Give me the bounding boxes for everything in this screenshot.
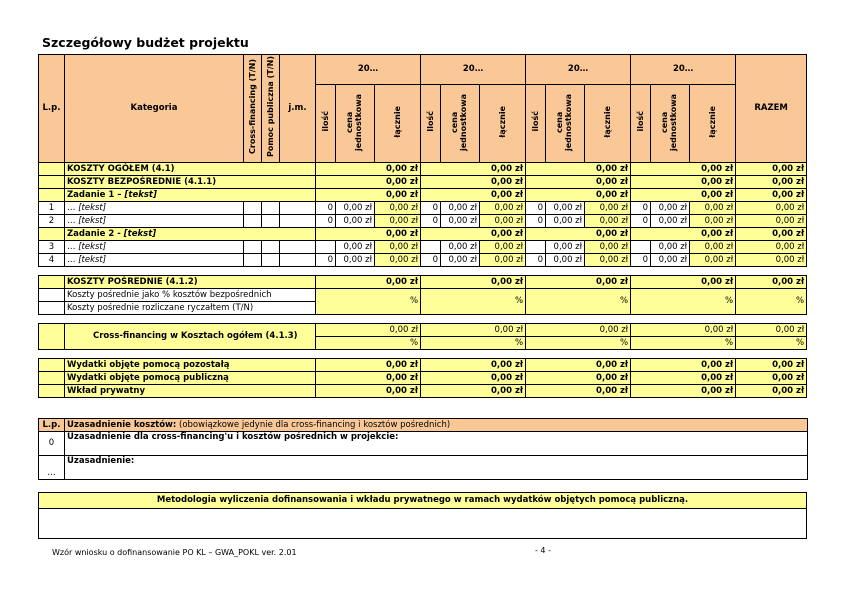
- year-total: 0,00 zł: [421, 189, 526, 202]
- cross-razem: 0,00 zł: [736, 324, 807, 337]
- ilosc-cell[interactable]: [631, 241, 651, 254]
- year-total: 0,00 zł: [526, 385, 631, 398]
- year-total: 0,00 zł: [526, 176, 631, 189]
- year-total: 0,00 zł: [631, 228, 736, 241]
- pomoc-flag-cell[interactable]: [262, 254, 280, 267]
- razem-total: 0,00 zł: [736, 189, 807, 202]
- item-number: 1: [39, 202, 65, 215]
- lacznie-cell: 0,00 zł: [690, 254, 736, 267]
- metodologia-header: Metodologia wyliczenia dofinansowania i wkładu prywatnego w ramach wydatków objętych pomocą publiczną.: [39, 493, 807, 509]
- cena-cell[interactable]: 0,00 zł: [651, 241, 690, 254]
- header-jm: j.m.: [280, 55, 316, 163]
- item-number: 3: [39, 241, 65, 254]
- ilosc-cell[interactable]: 0: [631, 202, 651, 215]
- lacznie-cell: 0,00 zł: [375, 254, 421, 267]
- item-label[interactable]: … [tekst]: [65, 202, 244, 215]
- row-wydatki-pozostala: Wydatki objęte pomocą pozostałą: [65, 359, 316, 372]
- year-total: 0,00 zł: [316, 176, 421, 189]
- procent-cell[interactable]: %: [526, 289, 631, 315]
- razem-total: 0,00 zł: [736, 359, 807, 372]
- uzas-row1-num: …: [39, 456, 65, 480]
- cross-pct-razem: %: [736, 337, 807, 350]
- header-year-2: 20…: [421, 55, 526, 85]
- ilosc-cell[interactable]: [526, 241, 546, 254]
- header-cross-financing: Cross-financing (T/N): [248, 59, 257, 154]
- ilosc-cell[interactable]: [316, 241, 336, 254]
- jm-cell[interactable]: [280, 241, 316, 254]
- header-ilosc: ilość: [321, 111, 330, 132]
- footer-form-version: Wzór wniosku o dofinansowanie PO KL – GWA_POKL ver. 2.01: [52, 548, 297, 557]
- row-koszty-bezposrednie: KOSZTY BEZPOŚREDNIE (4.1.1): [65, 176, 316, 189]
- year-total: 0,00 zł: [421, 385, 526, 398]
- year-total: 0,00 zł: [526, 359, 631, 372]
- ilosc-cell[interactable]: 0: [421, 215, 441, 228]
- cena-cell[interactable]: 0,00 zł: [651, 202, 690, 215]
- lacznie-cell: 0,00 zł: [585, 241, 631, 254]
- year-total: 0,00 zł: [631, 163, 736, 176]
- lacznie-cell: 0,00 zł: [480, 215, 526, 228]
- header-pomoc-publiczna: Pomoc publiczna (T/N): [266, 56, 275, 158]
- row-posrednie-ryczalt: Koszty pośrednie rozliczane ryczałtem (T/N): [65, 302, 316, 315]
- header-kategoria: Kategoria: [65, 55, 244, 163]
- row-posrednie-procent: Koszty pośrednie jako % kosztów bezpośrednich: [65, 289, 316, 302]
- year-total: 0,00 zł: [631, 189, 736, 202]
- year-total: 0,00 zł: [316, 228, 421, 241]
- year-total: 0,00 zł: [526, 189, 631, 202]
- year-total: 0,00 zł: [421, 163, 526, 176]
- uzas-row0-num: 0: [39, 432, 65, 456]
- ilosc-cell[interactable]: 0: [526, 254, 546, 267]
- cross-pct: %: [421, 337, 526, 350]
- year-total: 0,00 zł: [526, 163, 631, 176]
- cross-value: 0,00 zł: [421, 324, 526, 337]
- uzasadnienie-table: [38, 418, 808, 480]
- year-total: 0,00 zł: [316, 163, 421, 176]
- cross-flag-cell[interactable]: [244, 254, 262, 267]
- lacznie-cell: 0,00 zł: [480, 202, 526, 215]
- cena-cell[interactable]: 0,00 zł: [546, 202, 585, 215]
- cena-cell[interactable]: 0,00 zł: [546, 215, 585, 228]
- year-total: 0,00 zł: [631, 372, 736, 385]
- ilosc-cell[interactable]: 0: [421, 254, 441, 267]
- year-total: 0,00 zł: [421, 359, 526, 372]
- year-total: 0,00 zł: [631, 359, 736, 372]
- year-total: 0,00 zł: [421, 372, 526, 385]
- razem-total: 0,00 zł: [736, 372, 807, 385]
- header-cena: cena jednostkowa: [345, 93, 363, 151]
- cena-cell[interactable]: 0,00 zł: [651, 254, 690, 267]
- cena-cell[interactable]: 0,00 zł: [651, 215, 690, 228]
- cross-value: 0,00 zł: [316, 324, 421, 337]
- lacznie-cell: 0,00 zł: [375, 241, 421, 254]
- year-total: 0,00 zł: [421, 228, 526, 241]
- footer-page-number: - 4 -: [535, 546, 551, 555]
- jm-cell[interactable]: [280, 254, 316, 267]
- header-cena: cena jednostkowa: [450, 93, 469, 151]
- year-total: 0,00 zł: [421, 176, 526, 189]
- lacznie-cell: 0,00 zł: [480, 254, 526, 267]
- lacznie-cell: 0,00 zł: [480, 241, 526, 254]
- cena-cell[interactable]: 0,00 zł: [336, 241, 375, 254]
- item-label[interactable]: … [tekst]: [65, 215, 244, 228]
- year-total: 0,00 zł: [316, 276, 421, 289]
- procent-cell[interactable]: %: [421, 289, 526, 315]
- razem-total: 0,00 zł: [736, 276, 807, 289]
- header-lacznie: łącznie: [708, 105, 718, 138]
- item-label[interactable]: … [tekst]: [65, 254, 244, 267]
- razem-cell: 0,00 zł: [736, 241, 807, 254]
- ilosc-cell[interactable]: 0: [316, 254, 336, 267]
- procent-razem: %: [736, 289, 807, 315]
- cross-pct: %: [526, 337, 631, 350]
- razem-total: 0,00 zł: [736, 176, 807, 189]
- lacznie-cell: 0,00 zł: [585, 254, 631, 267]
- header-year-4: 20…: [631, 55, 736, 85]
- row-wklad-prywatny: Wkład prywatny: [65, 385, 316, 398]
- ilosc-cell[interactable]: 0: [316, 215, 336, 228]
- item-label[interactable]: … [tekst]: [65, 241, 244, 254]
- ilosc-cell[interactable]: 0: [526, 202, 546, 215]
- header-cena: cena jednostkowa: [555, 93, 574, 151]
- procent-cell[interactable]: %: [631, 289, 736, 315]
- header-cena: cena jednostkowa: [660, 93, 679, 151]
- uzas-note: (obowiązkowe jedynie dla cross-financing i kosztów pośrednich): [176, 419, 451, 430]
- uzas-row0-text[interactable]: Uzasadnienie dla cross-financing'u i kosztów pośrednich w projekcie:: [65, 432, 808, 456]
- row-cross-financing: Cross-financing w Kosztach ogółem (4.1.3): [65, 324, 316, 350]
- cena-cell[interactable]: 0,00 zł: [336, 254, 375, 267]
- lacznie-cell: 0,00 zł: [375, 215, 421, 228]
- cena-cell[interactable]: 0,00 zł: [336, 215, 375, 228]
- cross-pct: %: [316, 337, 421, 350]
- budget-table: [38, 54, 807, 398]
- razem-cell: 0,00 zł: [736, 254, 807, 267]
- cena-cell[interactable]: 0,00 zł: [546, 241, 585, 254]
- cross-flag-cell[interactable]: [244, 202, 262, 215]
- pomoc-flag-cell[interactable]: [262, 241, 280, 254]
- row-wydatki-publiczna: Wydatki objęte pomocą publiczną: [65, 372, 316, 385]
- lacznie-cell: 0,00 zł: [585, 215, 631, 228]
- header-ilosc: ilość: [636, 111, 646, 132]
- ilosc-cell[interactable]: 0: [421, 202, 441, 215]
- header-year-3: 20…: [526, 55, 631, 85]
- header-lp: L.p.: [39, 55, 65, 163]
- ilosc-cell[interactable]: 0: [631, 215, 651, 228]
- ilosc-cell[interactable]: 0: [526, 215, 546, 228]
- razem-cell: 0,00 zł: [736, 215, 807, 228]
- year-total: 0,00 zł: [631, 176, 736, 189]
- lacznie-cell: 0,00 zł: [690, 215, 736, 228]
- year-total: 0,00 zł: [316, 189, 421, 202]
- cross-value: 0,00 zł: [631, 324, 736, 337]
- row-koszty-posrednie: KOSZTY POŚREDNIE (4.1.2): [65, 276, 316, 289]
- year-total: 0,00 zł: [631, 385, 736, 398]
- year-total: 0,00 zł: [526, 228, 631, 241]
- cena-cell[interactable]: 0,00 zł: [441, 215, 480, 228]
- cena-cell[interactable]: 0,00 zł: [441, 254, 480, 267]
- header-ilosc: ilość: [531, 111, 541, 132]
- row-zadanie-1: Zadanie 1 – [tekst]: [65, 189, 316, 202]
- uzas-label: Uzasadnienie kosztów:: [67, 419, 177, 430]
- year-total: 0,00 zł: [316, 385, 421, 398]
- page-title: Szczegółowy budżet projektu: [42, 35, 249, 50]
- lacznie-cell: 0,00 zł: [585, 202, 631, 215]
- header-year-1: 20…: [316, 55, 421, 85]
- lacznie-cell: 0,00 zł: [690, 241, 736, 254]
- ilosc-cell[interactable]: [421, 241, 441, 254]
- item-number: 2: [39, 215, 65, 228]
- uzas-lp-header: L.p.: [39, 419, 65, 432]
- uzas-row1-text[interactable]: Uzasadnienie:: [65, 456, 808, 480]
- item-number: 4: [39, 254, 65, 267]
- row-koszty-ogolem: KOSZTY OGÓŁEM (4.1): [65, 163, 316, 176]
- year-total: 0,00 zł: [316, 372, 421, 385]
- metodologia-body[interactable]: [39, 509, 807, 539]
- header-lacznie: łącznie: [498, 105, 508, 138]
- razem-cell: 0,00 zł: [736, 202, 807, 215]
- ilosc-cell[interactable]: 0: [631, 254, 651, 267]
- razem-total: 0,00 zł: [736, 163, 807, 176]
- header-lacznie: łącznie: [393, 105, 403, 138]
- cena-cell[interactable]: 0,00 zł: [546, 254, 585, 267]
- pomoc-flag-cell[interactable]: [262, 202, 280, 215]
- cross-flag-cell[interactable]: [244, 241, 262, 254]
- pomoc-flag-cell[interactable]: [262, 215, 280, 228]
- metodologia-table: [38, 492, 807, 539]
- year-total: 0,00 zł: [316, 359, 421, 372]
- jm-cell[interactable]: [280, 215, 316, 228]
- cross-value: 0,00 zł: [526, 324, 631, 337]
- lacznie-cell: 0,00 zł: [690, 202, 736, 215]
- year-total: 0,00 zł: [421, 276, 526, 289]
- header-razem: RAZEM: [736, 55, 807, 163]
- year-total: 0,00 zł: [526, 372, 631, 385]
- cena-cell[interactable]: 0,00 zł: [441, 241, 480, 254]
- cena-cell[interactable]: 0,00 zł: [441, 202, 480, 215]
- cross-flag-cell[interactable]: [244, 215, 262, 228]
- year-total: 0,00 zł: [631, 276, 736, 289]
- razem-total: 0,00 zł: [736, 228, 807, 241]
- cena-cell[interactable]: 0,00 zł: [336, 202, 375, 215]
- header-lacznie: łącznie: [603, 105, 613, 138]
- jm-cell[interactable]: [280, 202, 316, 215]
- header-ilosc: Ilość: [426, 111, 436, 132]
- ilosc-cell[interactable]: 0: [316, 202, 336, 215]
- procent-cell[interactable]: %: [316, 289, 421, 315]
- lacznie-cell: 0,00 zł: [375, 202, 421, 215]
- row-zadanie-2: Zadanie 2 - [tekst]: [65, 228, 316, 241]
- razem-total: 0,00 zł: [736, 385, 807, 398]
- cross-pct: %: [631, 337, 736, 350]
- year-total: 0,00 zł: [526, 276, 631, 289]
